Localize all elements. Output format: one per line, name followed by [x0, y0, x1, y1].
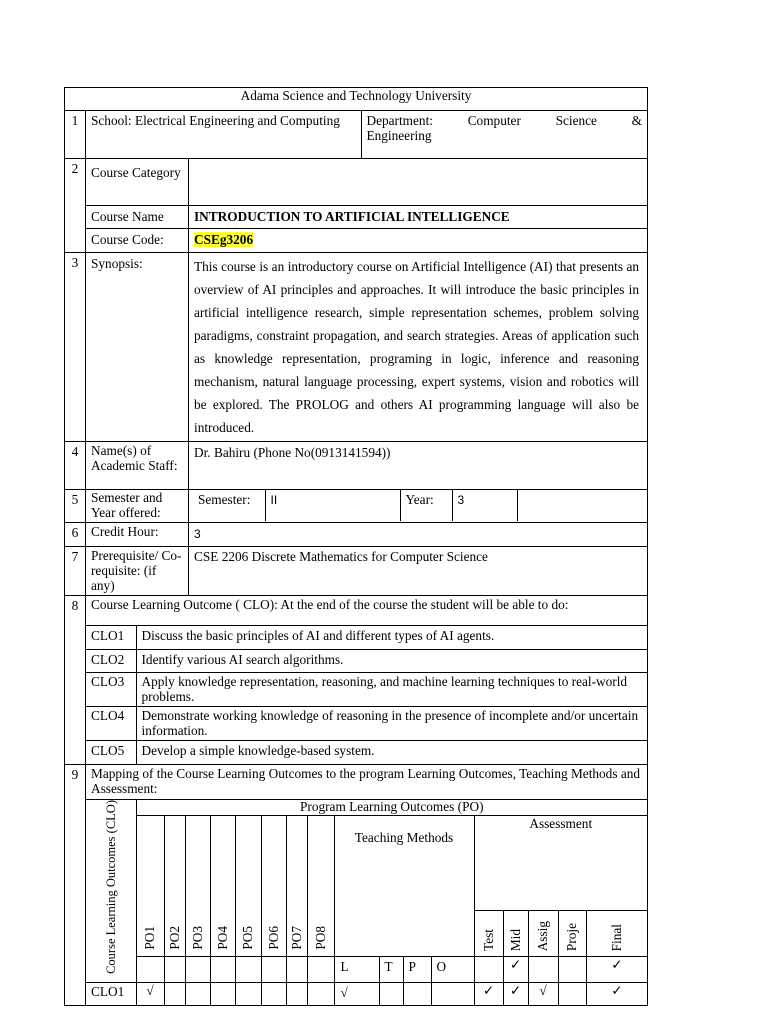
po-column-header: PO7	[288, 925, 304, 950]
semester-year-label: Semester and Year offered:	[86, 490, 189, 523]
department-word: Computer	[467, 113, 521, 128]
credit-hour-label: Credit Hour:	[86, 523, 189, 547]
department-word: &	[631, 113, 643, 128]
prerequisite-label: Prerequisite/ Co-requisite: (if any)	[86, 547, 189, 596]
teaching-mark	[379, 983, 403, 1005]
assessment-column-header: Final	[608, 924, 624, 952]
clo-code: CLO2	[86, 650, 136, 673]
po-mark	[307, 983, 334, 1005]
teaching-methods-header: Teaching Methods	[334, 815, 474, 957]
row-number-6: 6	[65, 523, 86, 547]
teaching-method-label: L	[334, 957, 379, 983]
po-mark	[164, 983, 185, 1005]
po-mark: √	[136, 983, 164, 1005]
clo-code: CLO4	[86, 707, 136, 741]
course-code-label: Course Code:	[86, 229, 189, 253]
row-number-2: 2	[65, 159, 86, 253]
po-mark	[185, 983, 210, 1005]
university-header: Adama Science and Technology University	[65, 88, 648, 111]
course-name-label: Course Name	[86, 206, 189, 229]
teaching-mark	[403, 983, 431, 1005]
clo-text: Demonstrate working knowledge of reasoning in the presence of incomplete and/or uncertain information.	[136, 707, 647, 741]
synopsis-label: Synopsis:	[86, 253, 189, 442]
department-word: Science	[555, 113, 597, 128]
po-mark	[210, 983, 235, 1005]
academic-staff-value: Dr. Bahiru (Phone No(0913141594))	[189, 442, 648, 490]
department-cell	[361, 111, 647, 158]
mapping-row-clo-code: CLO1	[86, 983, 136, 1005]
assessment-mark: √	[528, 983, 558, 1005]
prerequisite-value: CSE 2206 Discrete Mathematics for Computer Science	[189, 547, 648, 596]
assessment-mark: ✓	[503, 957, 528, 983]
clo-column-header: Course Learning Outcomes (CLO)	[103, 799, 118, 974]
academic-staff-label: Name(s) of Academic Staff:	[86, 442, 189, 490]
assessment-column-header: Assig	[535, 921, 550, 952]
row-number-1: 1	[65, 111, 86, 159]
po-mark	[261, 983, 286, 1005]
clo-text: Discuss the basic principles of AI and different types of AI agents.	[136, 626, 647, 650]
assessment-mark	[528, 957, 558, 983]
clo-table	[86, 625, 647, 764]
po-mark	[286, 983, 307, 1005]
semester-value: II	[265, 490, 400, 521]
po-column-header: PO4	[214, 925, 230, 950]
course-syllabus-table	[64, 87, 648, 1006]
po-column-header: PO6	[265, 925, 281, 950]
teaching-mark	[431, 983, 474, 1005]
assessment-mark	[558, 957, 586, 983]
po-column-header: PO8	[312, 925, 328, 950]
teaching-method-label: T	[379, 957, 403, 983]
teaching-method-label: P	[403, 957, 431, 983]
assessment-column-header: Test	[480, 929, 496, 952]
po-column-header: PO5	[240, 925, 255, 950]
clo-code: CLO5	[86, 741, 136, 764]
assessment-mark: ✓	[474, 983, 503, 1005]
assessment-mark	[474, 957, 503, 983]
clo-text: Apply knowledge representation, reasoning, and machine learning techniques to real-world problems.	[136, 673, 647, 707]
year-value: 3	[452, 490, 517, 521]
clo-text: Identify various AI search algorithms.	[136, 650, 647, 673]
school-cell: School: Electrical Engineering and Computing	[86, 111, 361, 158]
row-number-8: 8	[65, 596, 86, 765]
row-number-7: 7	[65, 547, 86, 596]
course-category-value	[189, 159, 648, 206]
assessment-mark	[558, 983, 586, 1005]
clo-intro: Course Learning Outcome ( CLO): At the end of the course the student will be able to do:	[91, 597, 569, 612]
clo-code: CLO3	[86, 673, 136, 707]
row-number-4: 4	[65, 442, 86, 490]
po-header: Program Learning Outcomes (PO)	[136, 799, 647, 815]
po-column-header: PO3	[189, 925, 205, 950]
assessment-column-header: Mid	[507, 929, 523, 952]
assessment-mark: ✓	[586, 957, 647, 983]
credit-hour-value: 3	[189, 523, 648, 547]
po-column-header: PO1	[142, 925, 157, 950]
department-line-2: Engineering	[366, 128, 432, 143]
course-code-value: CSEg3206	[194, 232, 254, 247]
assessment-header: Assessment	[474, 815, 647, 911]
teaching-method-label: O	[431, 957, 474, 983]
course-name-value: INTRODUCTION TO ARTIFICIAL INTELLIGENCE	[189, 206, 648, 229]
assessment-mark: ✓	[503, 983, 528, 1005]
semester-label: Semester:	[189, 490, 265, 521]
clo-text: Develop a simple knowledge-based system.	[136, 741, 647, 764]
teaching-mark: √	[334, 983, 379, 1005]
row-number-9: 9	[65, 764, 86, 1005]
assessment-column-header: Proje	[564, 923, 579, 952]
mapping-table	[86, 799, 647, 1005]
year-label: Year:	[400, 490, 452, 521]
course-category-label: Course Category	[86, 159, 189, 206]
synopsis-text: This course is an introductory course on Artificial Intelligence (AI) that presents an overview of AI principles and approaches. It will introduce the basic principles in artificial intelligence research, simple representation schemes, problem solving paradigms, constraint propagation, and search strategies. Areas of application such as knowledge representation, programing in logic, inference and reasoning mechanism, natural language processing, expert systems, vision and robotics will be explored. The PROLOG and others AI programming language will also be introduced.	[189, 253, 648, 442]
assessment-mark: ✓	[586, 983, 647, 1005]
row-number-5: 5	[65, 490, 86, 523]
mapping-intro: Mapping of the Course Learning Outcomes to the program Learning Outcomes, Teaching Methods and Assessment:	[91, 765, 641, 796]
po-column-header: PO2	[166, 925, 182, 950]
clo-code: CLO1	[86, 626, 136, 650]
po-mark	[235, 983, 261, 1005]
row-number-3: 3	[65, 253, 86, 442]
department-word: Department:	[366, 113, 433, 128]
